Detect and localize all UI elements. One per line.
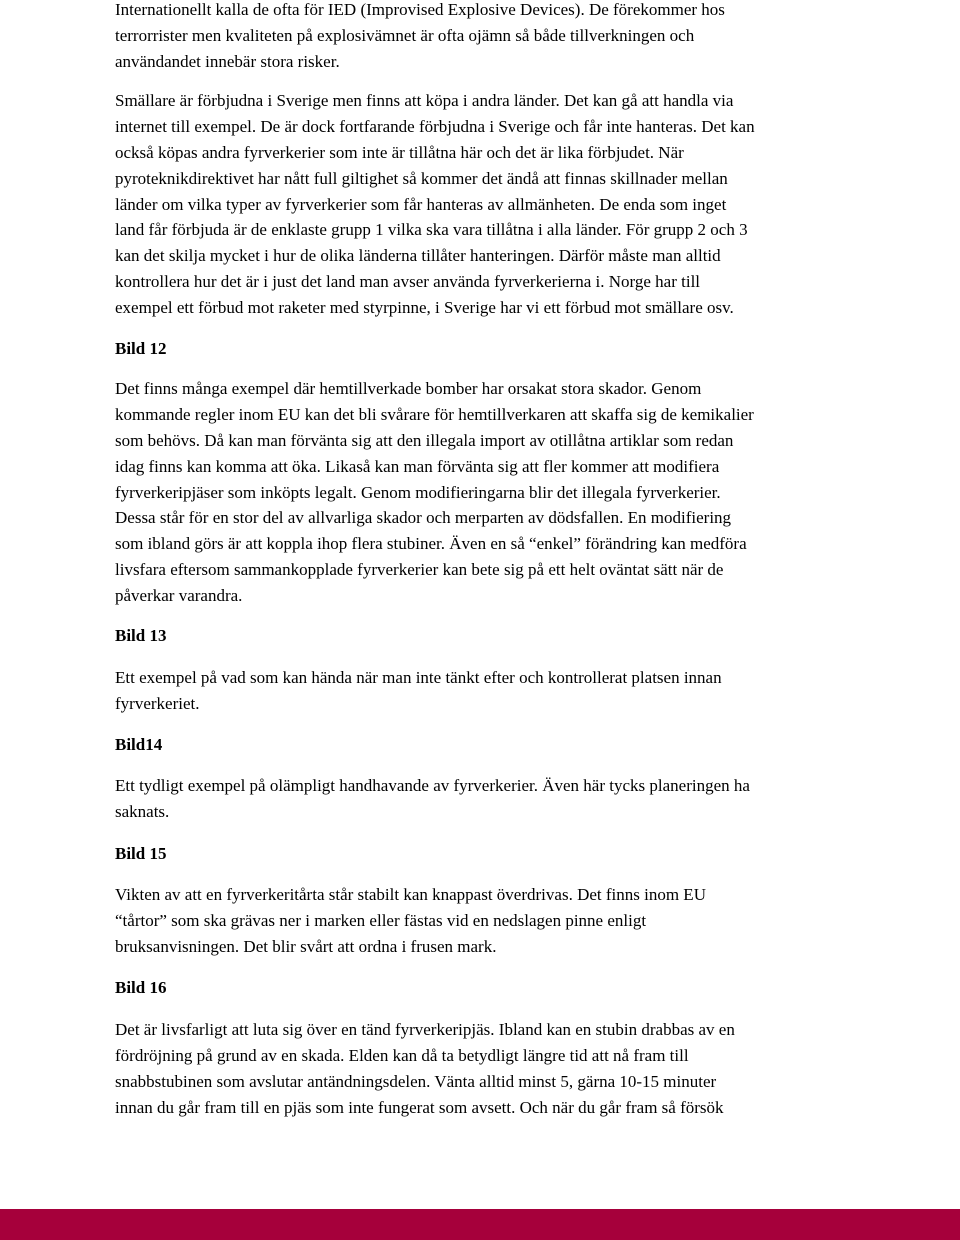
paragraph-bild-13 [115, 665, 722, 717]
heading-bild-13: Bild 13 [115, 626, 167, 645]
text-line: kan det skilja mycket i hur de olika länderna tillåter hanteringen. Därför måste man alltid [115, 246, 721, 266]
text-line: Dessa står för en stor del av allvarliga skador och merparten av dödsfallen. En modifiering [115, 508, 732, 528]
text-line: Vikten av att en fyrverkeritårta står stabilt kan knappast överdrivas. Det finns inom EU [115, 885, 706, 904]
text-line: fyrverkeripjäser som inköpts legalt. Genom modifieringarna blir det illegala fyrverkerier. [115, 482, 721, 502]
heading-bild-14: Bild14 [115, 735, 163, 754]
heading-bild-16: Bild 16 [115, 978, 167, 997]
text-line: terrorrister men kvaliteten på explosivämnet är ofta ojämn så både tillverkningen och [115, 25, 695, 45]
text-line: länder om vilka typer av fyrverkerier som får hanteras av allmänheten. De enda som inget [115, 194, 727, 214]
text-line: livsfara eftersom sammankopplade fyrverkerier kan bete sig på ett helt oväntat sätt när de [115, 560, 724, 580]
text-line: också köpas andra fyrverkerier som inte är tillåtna här och det är lika förbjudet. När [115, 142, 684, 162]
text-line: fördröjning på grund av en skada. Elden kan då ta betydligt längre tid att nå fram till [115, 1045, 689, 1065]
text-line: Smällare är förbjudna i Sverige men finns att köpa i andra länder. Det kan gå att handla via [115, 91, 734, 110]
text-line: Det finns många exempel där hemtillverkade bomber har orsakat stora skador. Genom [115, 379, 702, 398]
text-line: som behövs. Då kan man förvänta sig att den illegala import av otillåtna artiklar som redan [115, 430, 734, 450]
text-line: Internationellt kalla de ofta för IED (Improvised Explosive Devices). De förekommer hos [115, 0, 725, 19]
paragraph-bild-15 [115, 882, 706, 960]
text-line: internet till exempel. De är dock fortfarande förbjudna i Sverige och får inte hanteras. Det kan [115, 116, 755, 136]
text-line: “tårtor” som ska grävas ner i marken eller fästas vid en nedslagen pinne enligt [115, 910, 647, 930]
paragraph-bild-14 [115, 773, 750, 825]
text-line: kommande regler inom EU kan det bli svårare för hemtillverkaren att skaffa sig de kemikalier [115, 404, 754, 424]
text-line: snabbstubinen som avslutar antändningsdelen. Vänta alltid minst 5, gärna 10-15 minuter [115, 1071, 717, 1091]
heading-bild-15: Bild 15 [115, 844, 167, 863]
paragraph-ied [115, 0, 725, 75]
text-line: pyroteknikdirektivet har nått full giltighet så kommer det ändå att finnas skillnader mellan [115, 168, 728, 188]
paragraph-bild-16 [115, 1017, 735, 1121]
text-line: användandet innebär stora risker. [115, 51, 340, 71]
text-line: saknats. [115, 801, 170, 821]
text-line: påverkar varandra. [115, 586, 243, 606]
text-line: kontrollera hur det är i just det land man avser använda fyrverkerierna i. Norge har till [115, 272, 701, 292]
text-line: Ett tydligt exempel på olämpligt handhavande av fyrverkerier. Även här tycks planeringen ha [115, 776, 750, 795]
text-line: Det är livsfarligt att luta sig över en tänd fyrverkeripjäs. Ibland kan en stubin drabbas av en [115, 1020, 735, 1039]
paragraph-bild-12 [115, 376, 754, 609]
footer-bar [0, 1209, 960, 1240]
text-line: bruksanvisningen. Det blir svårt att ordna i frusen mark. [115, 936, 497, 956]
text-line: idag finns kan komma att öka. Likaså kan man förvänta sig att fler kommer att modifiera [115, 456, 720, 476]
text-line: land får förbjuda är de enklaste grupp 1 vilka ska vara tillåtna i alla länder. För grupp 2 och 3 [115, 220, 748, 240]
text-line: Ett exempel på vad som kan hända när man inte tänkt efter och kontrollerat platsen innan [115, 668, 722, 687]
text-line: exempel ett förbud mot raketer med styrpinne, i Sverige har vi ett förbud mot smällare osv. [115, 298, 734, 318]
paragraph-smallare [115, 88, 755, 321]
text-line: innan du går fram till en pjäs som inte fungerat som avsett. Och när du går fram så försök [115, 1097, 724, 1117]
text-line: som ibland görs är att koppla ihop flera stubiner. Även en så “enkel” förändring kan medföra [115, 534, 747, 554]
text-line: fyrverkeriet. [115, 693, 200, 713]
heading-bild-12: Bild 12 [115, 339, 167, 358]
